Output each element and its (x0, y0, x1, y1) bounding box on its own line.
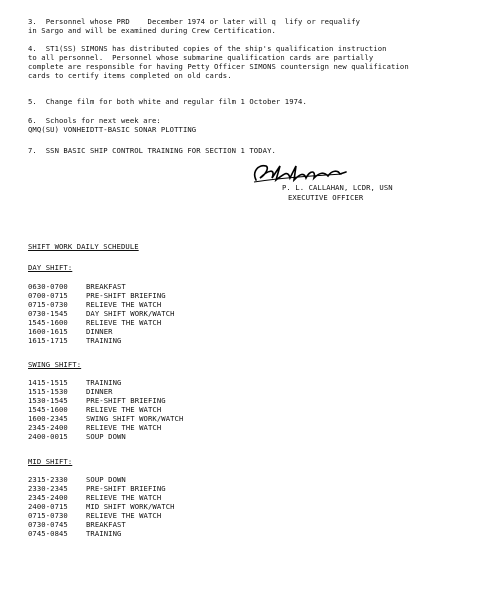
row-time: 2345-2400 (28, 423, 68, 432)
schedule-row (28, 424, 161, 432)
signature-title: EXECUTIVE OFFICER (288, 193, 364, 202)
schedule-row (28, 388, 113, 396)
para-4-line-1: 4. ST1(SS) SIMONS has distributed copies of the ship's qualification instruction (28, 44, 387, 53)
row-activity: RELIEVE THE WATCH (86, 423, 162, 432)
schedule-row (28, 379, 121, 387)
row-time: 0730-0745 (28, 520, 68, 529)
row-time: 1600-2345 (28, 414, 68, 423)
para-3-line-1: 3. Personnel whose PRD December 1974 or later will q lify or requalify (28, 17, 361, 26)
signature-name: P. L. CALLAHAN, LCDR, USN (282, 183, 393, 192)
row-time: 0700-0715 (28, 291, 68, 300)
row-activity: RELIEVE THE WATCH (86, 300, 162, 309)
schedule-row (28, 433, 126, 441)
row-time: 0630-0700 (28, 282, 68, 291)
row-activity: DAY SHIFT WORK/WATCH (86, 309, 175, 318)
para-4-line-4: cards to certify items completed on old cards. (28, 71, 232, 80)
schedule-title: SHIFT WORK DAILY SCHEDULE (28, 242, 139, 251)
row-activity: TRAINING (86, 336, 122, 345)
schedule-row (28, 301, 161, 309)
row-activity: PRE-SHIFT BRIEFING (86, 396, 166, 405)
row-time: 0745-0845 (28, 529, 68, 538)
row-activity: SOUP DOWN (86, 432, 126, 441)
row-time: 2400-0715 (28, 502, 68, 511)
row-time: 1545-1600 (28, 405, 68, 414)
para-6-line-2: QMQ(SU) VONHEIDTT-BASIC SONAR PLOTTING (28, 125, 197, 134)
row-time: 0730-1545 (28, 309, 68, 318)
row-activity: TRAINING (86, 378, 122, 387)
para-7-line-1: 7. SSN BASIC SHIP CONTROL TRAINING FOR SECTION 1 TODAY. (28, 146, 276, 155)
row-time: 1515-1530 (28, 387, 68, 396)
mid-shift-label: MID SHIFT: (28, 457, 73, 466)
para-6-line-1: 6. Schools for next week are: (28, 116, 161, 125)
row-time: 1530-1545 (28, 396, 68, 405)
row-activity: TRAINING (86, 529, 122, 538)
row-activity: SWING SHIFT WORK/WATCH (86, 414, 184, 423)
swing-shift-label: SWING SHIFT: (28, 360, 82, 369)
row-time: 0715-0730 (28, 300, 68, 309)
row-activity: PRE-SHIFT BRIEFING (86, 484, 166, 493)
row-time: 1415-1515 (28, 378, 68, 387)
schedule-row (28, 319, 161, 327)
schedule-row (28, 328, 113, 336)
schedule-row (28, 512, 161, 520)
row-activity: RELIEVE THE WATCH (86, 511, 162, 520)
schedule-row (28, 503, 175, 511)
schedule-row (28, 397, 166, 405)
schedule-row (28, 310, 175, 318)
schedule-row (28, 337, 121, 345)
row-activity: RELIEVE THE WATCH (86, 405, 162, 414)
schedule-row (28, 283, 126, 291)
row-activity: MID SHIFT WORK/WATCH (86, 502, 175, 511)
row-activity: RELIEVE THE WATCH (86, 318, 162, 327)
para-5-line-1: 5. Change film for both white and regular film 1 October 1974. (28, 97, 307, 106)
row-activity: DINNER (86, 387, 113, 396)
row-activity: RELIEVE THE WATCH (86, 493, 162, 502)
row-time: 2315-2330 (28, 475, 68, 484)
schedule-row (28, 476, 126, 484)
row-time: 1615-1715 (28, 336, 68, 345)
row-time: 1600-1615 (28, 327, 68, 336)
schedule-row (28, 292, 166, 300)
schedule-row (28, 485, 166, 493)
schedule-row (28, 406, 161, 414)
row-time: 2330-2345 (28, 484, 68, 493)
row-activity: BREAKFAST (86, 282, 126, 291)
schedule-row (28, 415, 183, 423)
row-time: 1545-1600 (28, 318, 68, 327)
para-4-line-3: complete are responsible for having Petty Officer SIMONS countersign new qualification (28, 62, 409, 71)
row-activity: DINNER (86, 327, 113, 336)
row-activity: BREAKFAST (86, 520, 126, 529)
day-shift-label: DAY SHIFT: (28, 263, 73, 272)
schedule-row (28, 521, 126, 529)
para-3-line-2: in Sargo and will be examined during Crew Certification. (28, 26, 276, 35)
row-activity: PRE-SHIFT BRIEFING (86, 291, 166, 300)
row-activity: SOUP DOWN (86, 475, 126, 484)
schedule-row (28, 530, 121, 538)
schedule-row (28, 494, 161, 502)
row-time: 0715-0730 (28, 511, 68, 520)
row-time: 2345-2400 (28, 493, 68, 502)
para-4-line-2: to all personnel. Personnel whose submarine qualification cards are partially (28, 53, 374, 62)
row-time: 2400-0015 (28, 432, 68, 441)
